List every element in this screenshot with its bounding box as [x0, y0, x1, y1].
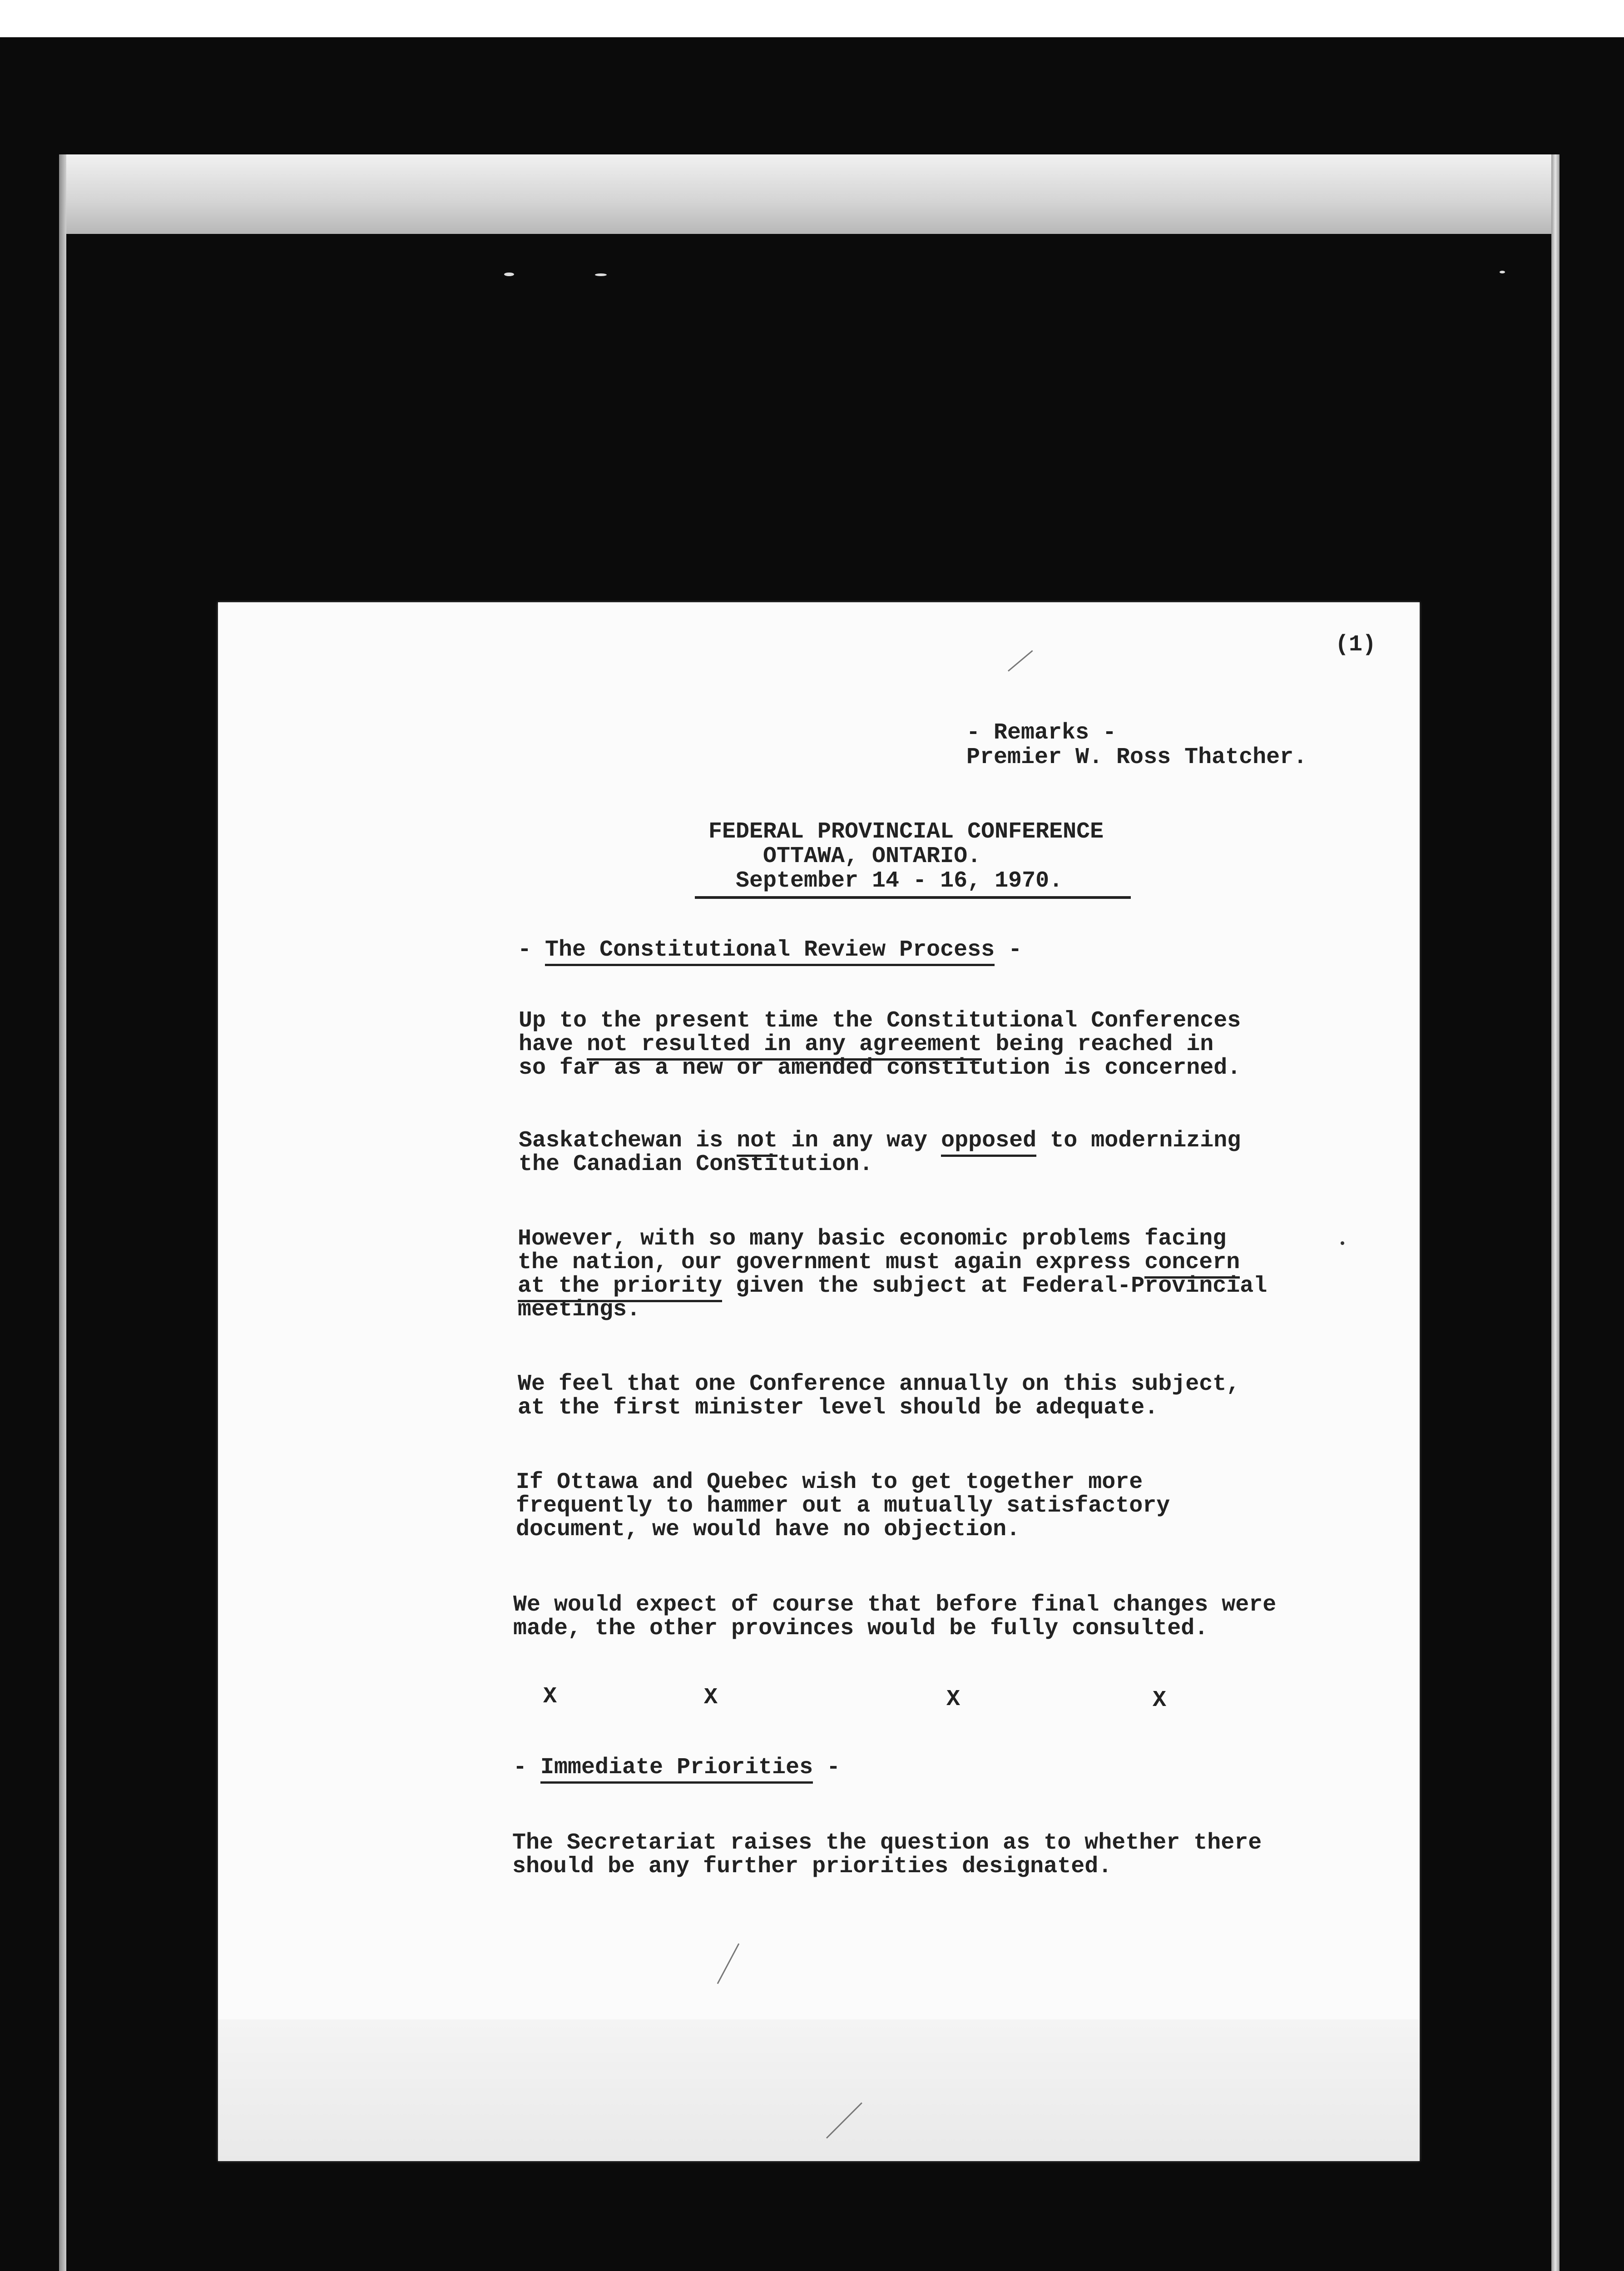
paragraph-line: Up to the present time the Constitutional Conferences	[519, 1008, 1241, 1034]
paragraph-line: We would expect of course that before final changes were	[513, 1592, 1277, 1618]
paragraph-line: The Secretariat raises the question as to whether there	[512, 1830, 1262, 1856]
separator-mark: X	[1153, 1687, 1167, 1713]
page-number: (1)	[1335, 632, 1376, 658]
dust-speck	[504, 273, 514, 276]
underlined-text: concern	[1144, 1250, 1240, 1279]
paragraph-line: made, the other provinces would be fully consulted.	[513, 1616, 1208, 1641]
section-dash: -	[518, 937, 545, 963]
film-edge-top	[59, 154, 1558, 234]
paragraph-line: However, with so many basic economic problems facing	[518, 1226, 1227, 1252]
underlined-text: not	[737, 1128, 777, 1157]
paragraph-line	[519, 1033, 1213, 1056]
dust-speck	[1500, 271, 1505, 273]
text-run: in any way	[777, 1128, 941, 1154]
paragraph-line: document, we would have no objection.	[516, 1517, 1020, 1542]
film-scratch	[1008, 650, 1033, 671]
paragraph-line: If Ottawa and Quebec wish to get together more	[516, 1469, 1143, 1495]
paragraph-line	[519, 1129, 1241, 1153]
paragraph-line	[518, 1251, 1240, 1274]
remarks-author: Premier W. Ross Thatcher.	[966, 744, 1307, 770]
conference-location: OTTAWA, ONTARIO.	[763, 843, 981, 869]
dust-speck	[595, 273, 607, 276]
paragraph-line: We feel that one Conference annually on this subject,	[518, 1371, 1240, 1397]
separator-mark: X	[543, 1684, 557, 1710]
dust-speck	[1341, 1241, 1344, 1245]
conference-title: FEDERAL PROVINCIAL CONFERENCE	[708, 819, 1104, 845]
text-run: the nation, our government must again express	[518, 1250, 1145, 1275]
section-title: Immediate Priorities	[540, 1755, 813, 1784]
section-dash: -	[813, 1755, 841, 1780]
paragraph-line: so far as a new or amended constitution is concerned.	[519, 1055, 1241, 1081]
film-edge-left	[59, 154, 66, 2271]
film-scratch	[717, 1944, 740, 1984]
underlined-text: not resulted in any agreement	[587, 1031, 982, 1061]
text-run: have	[519, 1031, 587, 1057]
text-run: Saskatchewan is	[519, 1128, 737, 1154]
separator-mark: X	[704, 1685, 718, 1711]
paragraph-line: meetings.	[518, 1297, 641, 1323]
text-run: to modernizing	[1036, 1128, 1241, 1154]
text-run: being reached in	[982, 1031, 1214, 1057]
conference-dates: September 14 - 16, 1970.	[736, 868, 1063, 894]
text-run: given the subject at Federal-Provincial	[722, 1273, 1268, 1299]
heading-underline	[695, 896, 1131, 899]
paragraph-line: frequently to hammer out a mutually satisfactory	[516, 1493, 1170, 1519]
section-title: The Constitutional Review Process	[545, 937, 995, 966]
remarks-label: - Remarks -	[966, 720, 1117, 746]
paragraph-line: the Canadian Constitution.	[519, 1151, 873, 1177]
section-heading-priorities	[513, 1756, 840, 1780]
separator-mark: X	[946, 1686, 961, 1712]
page-bottom-shading	[218, 2019, 1420, 2161]
section-dash: -	[995, 937, 1022, 963]
paragraph-line: should be any further priorities designated.	[512, 1854, 1112, 1879]
underlined-text: at the priority	[518, 1273, 722, 1302]
paragraph-line: at the first minister level should be adequate.	[518, 1395, 1159, 1421]
underlined-text: opposed	[941, 1128, 1036, 1157]
film-edge-right	[1551, 154, 1560, 2271]
section-dash: -	[513, 1755, 541, 1780]
section-heading-constitutional	[518, 938, 1022, 962]
paragraph-line	[518, 1274, 1267, 1298]
document-page	[218, 602, 1420, 2161]
